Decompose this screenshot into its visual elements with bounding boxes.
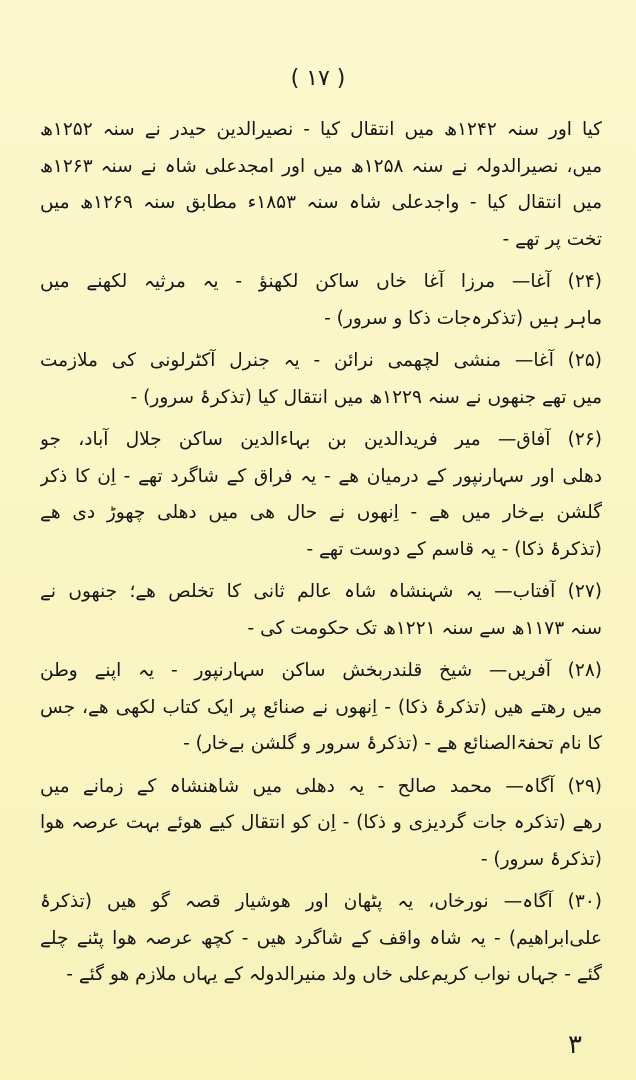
text-line: میں تھے جنھوں نے سنہ ۱۲۲۹ھ میں انتقال کیا (تذکرۂ سرور) -	[130, 386, 602, 408]
text-line: ماہر ہیں (تذکرہ‌جات ذکا و سرور) -	[324, 307, 602, 329]
paragraph	[40, 112, 602, 258]
text-line: میں، نصیرالدولہ نے سنہ ۱۲۵۸ھ میں اور امجدعلی شاہ نے سنہ ۱۲۶۳ھ	[40, 155, 602, 177]
paragraph	[40, 653, 602, 763]
text-line: (۲۷) آفتاب— یہ شہنشاہ شاہ عالم ثانی کا تخلص ھے؛ جنھوں نے	[40, 581, 602, 602]
text-line: تخت پر تھے -	[502, 228, 602, 250]
page-mark-bottom: ۳	[568, 1030, 582, 1060]
text-line: دھلی اور سہارنپور کے درمیان ھے - یہ فراق کے شاگرد تھے - اِن کا ذکر	[40, 465, 602, 487]
paragraph	[40, 884, 602, 994]
text-line: (۲۵) آغا— منشی لچھمی نرائن - یہ جنرل آکٹرلونی کی ملازمت	[40, 350, 602, 371]
text-line: (۲۹) آگاہ— محمد صالح - یہ دھلی میں شاھنشاہ کے زمانے میں	[40, 775, 602, 797]
text-line: سنہ ۱۱۷۳ھ سے سنہ ۱۲۲۱ھ تک حکومت کی -	[247, 617, 602, 639]
text-line: میں انتقال کیا - واجدعلی شاہ سنہ ۱۸۵۳ء مطابق سنہ ۱۲۶۹ھ میں	[40, 192, 602, 213]
text-line: (۳۰) آگاہ— نورخاں، یہ پٹھان اور ھوشیار قصہ گو ھیں (تذکرۂ	[40, 891, 602, 912]
paragraph	[40, 422, 602, 568]
paragraph	[40, 769, 602, 879]
text-line: کا نام تحفۃالصنائع ھے - (تذکرۂ سرور و گلشن بےخار) -	[183, 733, 602, 754]
text-line: گئے - جہاں نواب کریم‌علی خاں ولد منیرالدولہ کے یہاں ملازم ھو گئے -	[66, 964, 602, 985]
text-line: کیا اور سنہ ۱۲۴۲ھ میں انتقال کیا - نصیرالدین حیدر نے سنہ ۱۲۵۲ھ	[40, 119, 602, 140]
text-line: (تذکرۂ سرور) -	[480, 848, 602, 870]
text-line: میں رھتے ھیں (تذکرۂ ذکا) - اِنھوں نے صنائع پر ایک کتاب لکھی ھے، جس	[40, 696, 602, 718]
text-line: رھے (تذکرہ جات گردیزی و ذکا) - اِن کو انتقال کیے ھوئے بہت عرصہ ھوا	[40, 812, 602, 833]
paragraph	[40, 343, 602, 416]
paragraph	[40, 264, 602, 337]
text-line: گلشن بےخار میں ھے - اِنھوں نے حال ھی میں دھلی چھوڑ دی ھے	[40, 502, 602, 523]
page-number-top: ( ۱۷ )	[290, 66, 346, 91]
text-line: (۲۶) آفاق— میر فریدالدین بن بہاءالدین ساکن جلال آباد، جو	[40, 429, 602, 450]
text-line: (تذکرۂ ذکا) - یہ قاسم کے دوست تھے -	[306, 538, 602, 560]
text-line: علی‌ابراھیم) - یہ شاہ واقف کے شاگرد ھیں - کچھ عرصہ ھوا پٹنے چلے	[40, 927, 602, 949]
text-line: (۲۸) آفریں— شیخ قلندربخش ساکن سہارنپور - یہ اپنے وطن	[40, 660, 602, 681]
text-line: (۲۴) آغا— مرزا آغا خاں ساکن لکھنؤ - یہ مرثیہ لکھنے میں	[40, 271, 602, 292]
body-text	[40, 112, 602, 1000]
paragraph	[40, 574, 602, 647]
